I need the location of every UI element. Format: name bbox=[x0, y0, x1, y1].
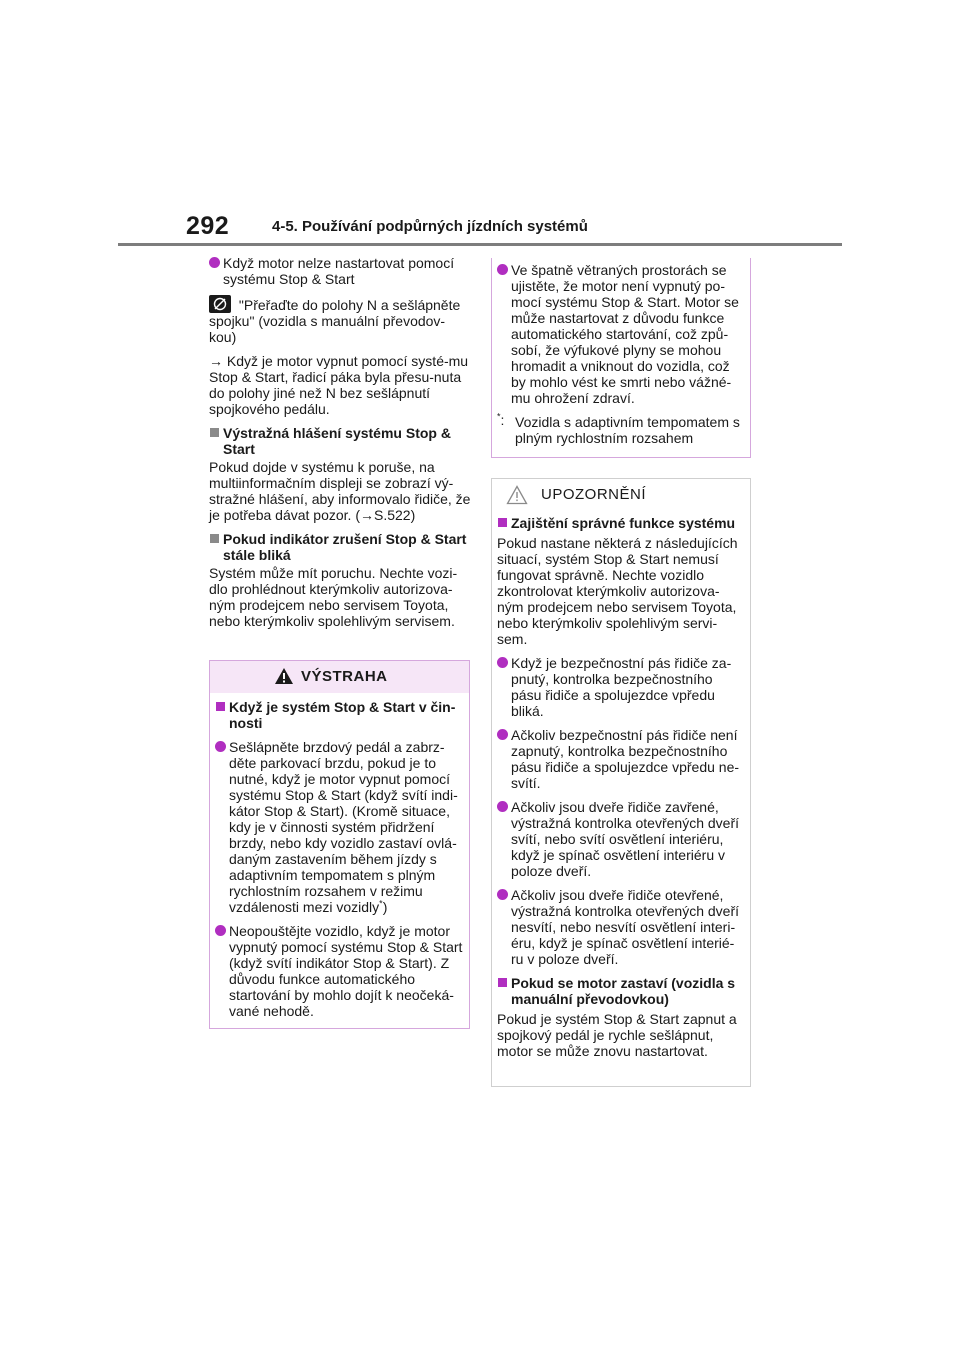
notice-header bbox=[492, 479, 750, 511]
section-heading bbox=[209, 531, 471, 563]
list-item bbox=[497, 655, 745, 719]
warning-box bbox=[209, 660, 470, 1029]
notice-box bbox=[491, 478, 751, 1087]
list-item bbox=[497, 799, 745, 879]
item-text: Neopouštějte vozidlo, když je motor vypnutý pomocí systému Stop & Start (když svítí indikátor Stop & Start). Z důvodu funkce automatického startování by mohlo dojít k neočeká-vané nehodě. bbox=[229, 923, 463, 1019]
list-item bbox=[497, 727, 745, 791]
header-rule bbox=[118, 243, 842, 246]
list-item bbox=[215, 923, 464, 1019]
item-text: Ačkoliv jsou dveře řidiče zavřené, výstražná kontrolka otevřených dveří svítí, nebo svítí osvětlení interiéru, když je spínač osvětlení interiéru v poloze dveří. bbox=[511, 799, 739, 879]
square-bullet-icon bbox=[210, 534, 219, 543]
warning-triangle-icon bbox=[274, 667, 294, 685]
bullet-icon bbox=[497, 264, 508, 275]
paragraph: Pokud dojde v systému k poruše, na multiinformačním displeji se zobrazí vý-stražné hlášení, aby informovalo řidiče, že je potřeba dávat pozor. (→S.522) bbox=[209, 459, 471, 523]
heading-text: Pokud se motor zastaví (vozidla s manuální převodovkou) bbox=[511, 975, 736, 1007]
warning-title: VÝSTRAHA bbox=[301, 668, 388, 685]
paragraph: Pokud je systém Stop & Start zapnut a spojkový pedál je rychle sešlápnut, motor se může znovu nastartovat. bbox=[497, 1011, 737, 1059]
square-bullet-icon bbox=[498, 978, 507, 987]
left-column bbox=[209, 255, 471, 637]
footnote bbox=[497, 411, 745, 446]
item-text: Když je bezpečnostní pás řidiče za-pnutý, kontrolka bezpečnostního pásu řidiče a spolujezdce vpředu bliká. bbox=[511, 655, 732, 719]
display-message bbox=[209, 295, 471, 345]
item-text: Ve špatně větraných prostorách se ujistěte, že motor není vypnutý po-mocí systému Stop & Start. Motor se může nastartovat z důvodu funkce automatického startování, což způ-sobí, že výfukové plyny se mohou hromadit a vniknout do vozidla, což by mohlo vést ke smrti nebo vážné-mu ohrožení zdraví. bbox=[511, 262, 739, 406]
page-reference: S.522) bbox=[374, 507, 416, 523]
footnote-mark: *: bbox=[497, 411, 505, 428]
bullet-icon bbox=[497, 729, 508, 740]
bullet-icon bbox=[215, 741, 226, 752]
bullet-icon bbox=[497, 801, 508, 812]
arrow-icon: → bbox=[360, 507, 374, 523]
section-heading bbox=[497, 515, 745, 531]
caution-triangle-icon bbox=[506, 485, 528, 505]
item-text: Sešlápněte brzdový pedál a zabrz-děte parkovací brzdu, pokud je to nutné, když je motor vypnut pomocí systému Stop & Start (když svítí indi-kátor Stop & Start). (Kromě situace, kdy je v činnosti systém přidržení brzdy, nebo kdy vozidlo zastaví ovlá-daným zastavením během jízdy s adaptivním tempomatem s plným rychlostním rozsahem v režimu vzdálenosti mezi vozidly bbox=[229, 739, 458, 915]
item-text: Když motor nelze nastartovat pomocí systému Stop & Start bbox=[223, 255, 455, 287]
list-item bbox=[209, 255, 471, 287]
item-text: Ačkoliv bezpečnostní pás řidiče není zapnutý, kontrolka bezpečnostního pásu řidiče a spolujezdce vpředu ne-svítí. bbox=[511, 727, 740, 791]
bullet-icon bbox=[215, 925, 226, 936]
item-text: Ačkoliv jsou dveře řidiče otevřené, výstražná kontrolka otevřených dveří nesvítí, nebo nesvítí osvětlení interi-éru, když je spínač osvětlení interié-ru v poloze dveří. bbox=[511, 887, 739, 967]
section-heading bbox=[215, 699, 464, 731]
bullet-icon bbox=[209, 257, 220, 268]
square-bullet-icon bbox=[216, 702, 225, 711]
heading-text: Pokud indikátor zrušení Stop & Start stále bliká bbox=[223, 531, 467, 563]
chapter-title: 4-5. Používání podpůrných jízdních systémů bbox=[272, 218, 588, 235]
warning-header bbox=[210, 661, 469, 693]
display-message-text: "Přeřaďte do polohy N a sešlápněte spojku" (vozidla s manuální převodov-kou) bbox=[209, 297, 461, 345]
heading-text: Když je systém Stop & Start v čin-nosti bbox=[229, 699, 456, 731]
page-number: 292 bbox=[186, 212, 230, 240]
warning-box-continued bbox=[491, 258, 751, 458]
footnote-ref: * bbox=[379, 898, 383, 909]
section-heading bbox=[497, 975, 745, 1007]
list-item bbox=[497, 262, 745, 406]
arrow-icon: → bbox=[209, 353, 223, 369]
list-item: Sešlápněte brzdový pedál a zabrz-děte parkovací brzdu, pokud je to nutné, když je motor vypnut pomocí systému Stop & Start (když svítí indi-kátor Stop & Start). (Kromě situace, kdy je v činnosti systém přidržení brzdy, nebo kdy vozidlo zastaví ovlá-daným zastavením během jízdy s adaptivním tempomatem s plným rychlostním rozsahem v režimu vzdálenosti mezi vozidly*) bbox=[215, 739, 464, 915]
paragraph: Systém může mít poruchu. Nechte vozi-dlo prohlédnout kterýmkoliv autorizova-ným prodejcem nebo servisem Toyota, nebo kterýmkoliv spolehlivým servisem. bbox=[209, 565, 458, 629]
paragraph: Pokud nastane některá z následujících situací, systém Stop & Start nemusí fungovat správně. Nechte vozidlo zkontrolovat kterýmkoliv autorizova-ným prodejcem nebo servisem Toyota, nebo kterýmkoliv spolehlivým servi-sem. bbox=[497, 535, 738, 647]
heading-text: Zajištění správné funkce systému bbox=[511, 515, 736, 531]
notice-title: UPOZORNĚNÍ bbox=[541, 486, 647, 503]
heading-text: Výstražná hlášení systému Stop & Start bbox=[223, 425, 451, 457]
list-item bbox=[497, 887, 745, 967]
arrow-paragraph bbox=[209, 353, 471, 417]
gear-shift-warning-icon bbox=[209, 295, 231, 313]
arrow-text: Když je motor vypnut pomocí systé-mu Stop & Start, řadicí páka byla přesu-nuta do polohy jiné než N bez sešlápnutí spojkového pedálu. bbox=[209, 353, 469, 417]
bullet-icon bbox=[497, 657, 508, 668]
bullet-icon bbox=[497, 889, 508, 900]
section-heading bbox=[209, 425, 471, 457]
square-bullet-icon bbox=[210, 428, 219, 437]
square-bullet-icon bbox=[498, 518, 507, 527]
footnote-text: Vozidla s adaptivním tempomatem s plným rychlostním rozsahem bbox=[515, 414, 740, 446]
